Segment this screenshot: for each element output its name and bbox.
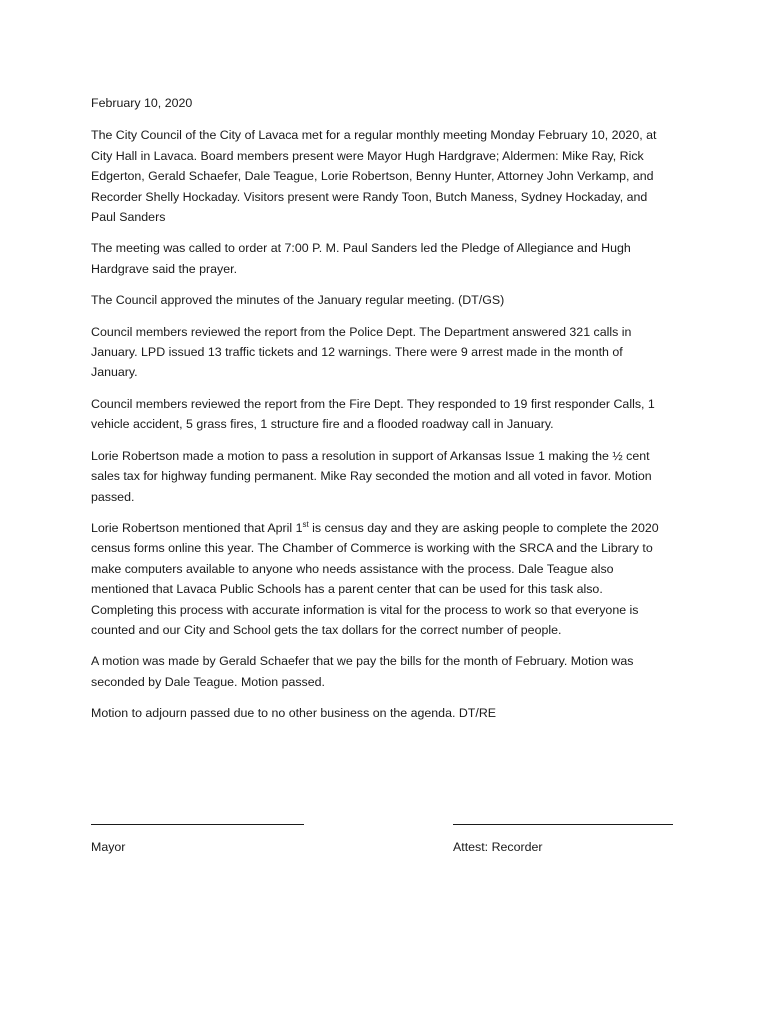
recorder-label: Attest: Recorder: [453, 840, 543, 854]
census-text-start: Lorie Robertson mentioned that April 1: [91, 520, 303, 535]
bills-motion-paragraph: A motion was made by Gerald Schaefer that we pay the bills for the month of February. Motion was seconded by Dale Teague. Motion passed.: [91, 654, 634, 689]
attendance-paragraph: The City Council of the City of Lavaca met for a regular monthly meeting Monday February 10, 2020, at City Hall in Lavaca. Board members present were Mayor Hugh Hardgrave; Aldermen: Mike Ray, Rick Edgerton, Gerald Schaefer, Dale Teague, Lorie Robertson, Benny Hunter, Attorney John Verkamp, and Recorder Shelly Hockaday. Visitors present were Randy Toon, Butch Maness, Sydney Hockaday, and Paul Sanders: [91, 128, 657, 225]
recorder-signature-line: [453, 808, 673, 825]
adjourn-paragraph: Motion to adjourn passed due to no other business on the agenda. DT/RE: [91, 706, 497, 721]
census-ordinal-suffix: st: [302, 519, 309, 529]
mayor-label: Mayor: [91, 840, 126, 854]
mayor-signature-line: [91, 808, 304, 825]
signature-block: [91, 808, 691, 868]
meeting-date: February 10, 2020: [91, 96, 193, 110]
police-report-paragraph: Council members reviewed the report from the Police Dept. The Department answered 321 calls in January. LPD issued 13 traffic tickets and 12 warnings. There were 9 arrest made in the month of January.: [91, 324, 632, 380]
minutes-body: [91, 93, 691, 735]
census-paragraph: [91, 518, 691, 640]
census-text-end: is census day and they are asking people to complete the 2020 census forms online this year. The Chamber of Commerce is working with the SRCA and the Library to make computers available to anyone who needs assistance with the process. Dale Teague also mentioned that Lavaca Public Schools has a parent center that can be used for this task also. Completing this process with accurate information is vital for the process to work so that everyone is counted and our City and School gets the tax dollars for the correct number of people.: [91, 520, 659, 637]
call-to-order-paragraph: The meeting was called to order at 7:00 P. M. Paul Sanders led the Pledge of Allegiance and Hugh Hardgrave said the prayer.: [91, 241, 631, 276]
resolution-paragraph: Lorie Robertson made a motion to pass a resolution in support of Arkansas Issue 1 making the ½ cent sales tax for highway funding permanent. Mike Ray seconded the motion and all voted in favor. Motion passed.: [91, 448, 652, 504]
minutes-approval-paragraph: The Council approved the minutes of the January regular meeting. (DT/GS): [91, 293, 505, 308]
fire-report-paragraph: Council members reviewed the report from the Fire Dept. They responded to 19 first responder Calls, 1 vehicle accident, 5 grass fires, 1 structure fire and a flooded roadway call in January.: [91, 396, 655, 432]
